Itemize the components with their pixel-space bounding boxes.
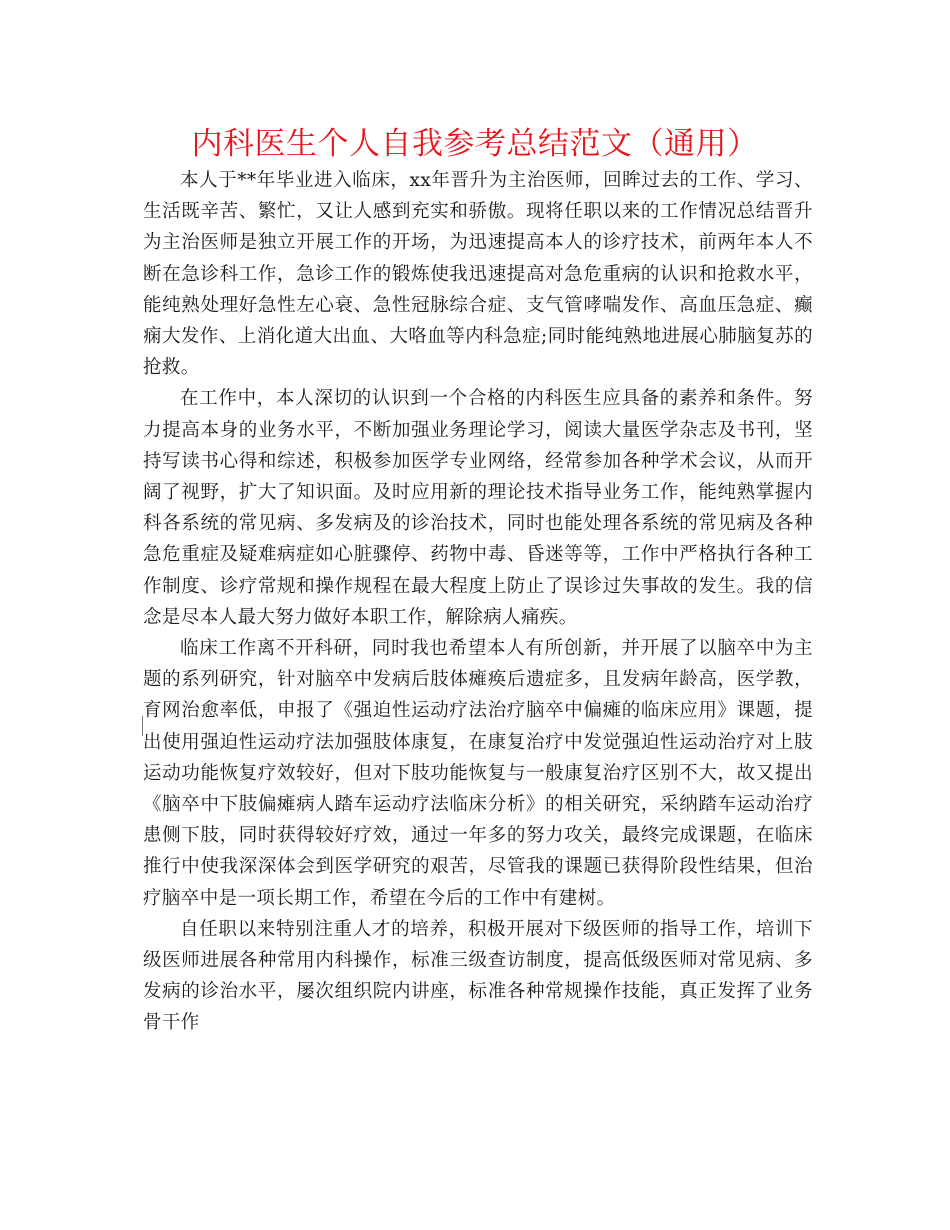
- paragraph-4: 自任职以来特别注重人才的培养，积极开展对下级医师的指导工作，培训下级医师进展各种常用内科操作，标准三级查访制度，提高低级医师对常见病、多发病的诊治水平，屡次组织院内讲座，标准各种常规操作技能，真正发挥了业务骨干作: [143, 918, 813, 1034]
- paragraph-1: 本人于**年毕业进入临床，xx年晋升为主治医师，回眸过去的工作、学习、生活既辛苦、繁忙，又让人感到充实和骄傲。现将任职以来的工作情况总结晋升为主治医师是独立开展工作的开场，为迅速提高本人的诊疗技术，前两年本人不断在急诊科工作，急诊工作的锻炼使我迅速提高对急危重病的认识和抢救水平，能纯熟处理好急性左心衰、急性冠脉综合症、支气管哮喘发作、高血压急症、癫痫大发作、上消化道大出血、大咯血等内科急症;同时能纯熟地进展心肺脑复苏的抢救。: [143, 170, 813, 379]
- document-body: [143, 165, 813, 1039]
- document-title: 内科医生个人自我参考总结范文（通用）: [191, 126, 759, 162]
- paragraph-3: 临床工作离不开科研，同时我也希望本人有所创新，并开展了以脑卒中为主题的系列研究，针对脑卒中发病后肢体瘫痪后遗症多，且发病年龄高，医学教，育网治愈率低，申报了《强迫性运动疗法治疗脑卒中偏瘫的临床应用》课题，提出使用强迫性运动疗法加强肢体康复，在康复治疗中发觉强迫性运动治疗对上肢运动功能恢复疗效较好，但对下肢功能恢复与一般康复治疗区别不大，故又提出《脑卒中下肢偏瘫病人踏车运动疗法临床分析》的相关研究，采纳踏车运动治疗患侧下肢，同时获得较好疗效，通过一年多的努力攻关，最终完成课题，在临床推行中使我深深体会到医学研究的艰苦，尽管我的课题已获得阶段性结果，但治疗脑卒中是一项长期工作，希望在今后的工作中有建树。: [143, 638, 813, 909]
- paragraph-2: 在工作中，本人深切的认识到一个合格的内科医生应具备的素养和条件。努力提高本身的业务水平，不断加强业务理论学习，阅读大量医学杂志及书刊，坚持写读书心得和综述，积极参加医学专业网络，经常参加各种学术会议，从而开阔了视野，扩大了知识面。及时应用新的理论技术指导业务工作，能纯熟掌握内科各系统的常见病、多发病及的诊治技术，同时也能处理各系统的常见病及各种急危重症及疑难病症如心脏骤停、药物中毒、昏迷等等，工作中严格执行各种工作制度、诊疗常规和操作规程在最大程度上防止了误诊过失事故的发生。我的信念是尽本人最大努力做好本职工作，解除病人痛疾。: [143, 388, 813, 628]
